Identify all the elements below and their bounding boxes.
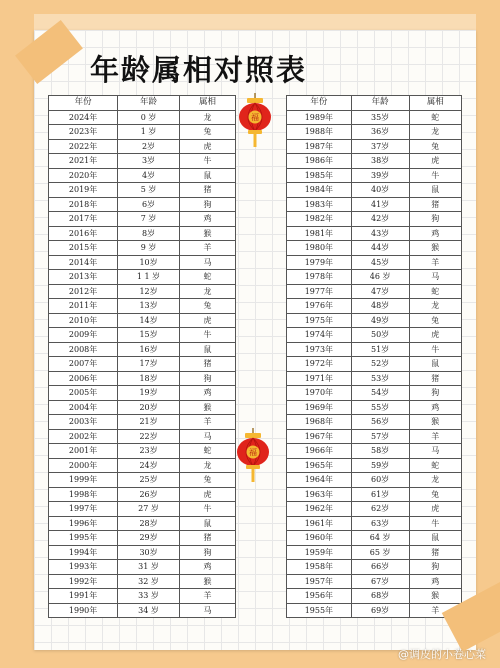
cell-age: 2岁 <box>118 139 180 154</box>
lantern-label: 福 <box>249 448 257 457</box>
corner-tape-top <box>15 20 83 84</box>
cell-year: 1994年 <box>49 545 118 560</box>
cell-age: 68岁 <box>351 589 409 604</box>
cell-age: 34 岁 <box>118 603 180 618</box>
cell-age: 0 岁 <box>118 110 180 125</box>
cell-year: 1981年 <box>287 226 352 241</box>
table-row <box>287 531 462 546</box>
watermark: @调皮的小卷心菜 <box>398 648 486 661</box>
cell-age: 36岁 <box>351 125 409 140</box>
table-row <box>49 299 236 314</box>
cell-year: 1980年 <box>287 241 352 256</box>
table-row <box>49 589 236 604</box>
cell-zodiac: 虎 <box>179 313 235 328</box>
table-row <box>287 168 462 183</box>
table-row <box>49 458 236 473</box>
cell-year: 2003年 <box>49 415 118 430</box>
cell-zodiac: 马 <box>409 444 462 459</box>
table-row <box>49 487 236 502</box>
lantern-icon <box>238 93 272 149</box>
table-row <box>49 183 236 198</box>
zodiac-table-left <box>48 95 236 618</box>
cell-age: 4岁 <box>118 168 180 183</box>
table-row <box>49 386 236 401</box>
cell-age: 57岁 <box>351 429 409 444</box>
table-row <box>287 357 462 372</box>
cell-age: 44岁 <box>351 241 409 256</box>
cell-year: 1958年 <box>287 560 352 575</box>
cell-zodiac: 羊 <box>409 429 462 444</box>
cell-age: 14岁 <box>118 313 180 328</box>
cell-year: 2024年 <box>49 110 118 125</box>
cell-year: 1972年 <box>287 357 352 372</box>
cell-zodiac: 兔 <box>409 139 462 154</box>
cell-age: 67岁 <box>351 574 409 589</box>
cell-zodiac: 鼠 <box>179 516 235 531</box>
lantern-label: 福 <box>251 113 259 122</box>
cell-zodiac: 兔 <box>179 473 235 488</box>
cell-year: 1968年 <box>287 415 352 430</box>
cell-year: 2002年 <box>49 429 118 444</box>
cell-year: 1963年 <box>287 487 352 502</box>
cell-year: 2009年 <box>49 328 118 343</box>
cell-year: 1984年 <box>287 183 352 198</box>
table-row <box>287 313 462 328</box>
cell-zodiac: 猪 <box>179 183 235 198</box>
cell-zodiac: 羊 <box>409 255 462 270</box>
table-row <box>287 415 462 430</box>
table-row <box>287 154 462 169</box>
cell-age: 8岁 <box>118 226 180 241</box>
cell-year: 1975年 <box>287 313 352 328</box>
table-row <box>49 255 236 270</box>
header-age: 年龄 <box>118 96 180 111</box>
cell-zodiac: 马 <box>179 429 235 444</box>
cell-age: 64 岁 <box>351 531 409 546</box>
table-row <box>49 328 236 343</box>
cell-age: 43岁 <box>351 226 409 241</box>
cell-zodiac: 蛇 <box>179 270 235 285</box>
cell-zodiac: 猴 <box>179 226 235 241</box>
zodiac-table-right <box>286 95 462 618</box>
cell-year: 2010年 <box>49 313 118 328</box>
cell-zodiac: 猪 <box>409 545 462 560</box>
table-row <box>287 139 462 154</box>
cell-year: 1966年 <box>287 444 352 459</box>
cell-zodiac: 蛇 <box>179 444 235 459</box>
cell-year: 2011年 <box>49 299 118 314</box>
table-row <box>287 574 462 589</box>
cell-zodiac: 鼠 <box>409 531 462 546</box>
cell-zodiac: 虎 <box>409 328 462 343</box>
cell-zodiac: 兔 <box>179 299 235 314</box>
cell-zodiac: 猴 <box>409 241 462 256</box>
cell-year: 1999年 <box>49 473 118 488</box>
cell-year: 2001年 <box>49 444 118 459</box>
cell-age: 66岁 <box>351 560 409 575</box>
cell-age: 50岁 <box>351 328 409 343</box>
cell-zodiac: 虎 <box>179 487 235 502</box>
table-row <box>49 531 236 546</box>
lantern-icon <box>236 428 270 484</box>
cell-age: 12岁 <box>118 284 180 299</box>
table-row <box>49 241 236 256</box>
cell-zodiac: 猪 <box>179 357 235 372</box>
cell-age: 16岁 <box>118 342 180 357</box>
cell-year: 1997年 <box>49 502 118 517</box>
cell-zodiac: 龙 <box>409 125 462 140</box>
cell-year: 1991年 <box>49 589 118 604</box>
cell-zodiac: 虎 <box>409 502 462 517</box>
cell-zodiac: 羊 <box>179 241 235 256</box>
table-row <box>287 226 462 241</box>
cell-year: 2008年 <box>49 342 118 357</box>
cell-age: 21岁 <box>118 415 180 430</box>
table-row <box>287 197 462 212</box>
table-row <box>49 357 236 372</box>
table-row <box>49 574 236 589</box>
table-row <box>287 299 462 314</box>
cell-zodiac: 鼠 <box>409 357 462 372</box>
cell-year: 1964年 <box>287 473 352 488</box>
cell-age: 33 岁 <box>118 589 180 604</box>
table-row <box>49 212 236 227</box>
cell-zodiac: 狗 <box>179 545 235 560</box>
cell-year: 1961年 <box>287 516 352 531</box>
table-row <box>287 429 462 444</box>
cell-age: 20岁 <box>118 400 180 415</box>
cell-age: 58岁 <box>351 444 409 459</box>
cell-zodiac: 狗 <box>179 371 235 386</box>
cell-age: 23岁 <box>118 444 180 459</box>
table-row <box>49 110 236 125</box>
cell-year: 1995年 <box>49 531 118 546</box>
table-row <box>49 371 236 386</box>
cell-age: 54岁 <box>351 386 409 401</box>
cell-age: 51岁 <box>351 342 409 357</box>
cell-zodiac: 虎 <box>409 154 462 169</box>
header-zodiac: 属相 <box>179 96 235 111</box>
cell-year: 1996年 <box>49 516 118 531</box>
table-row <box>49 284 236 299</box>
cell-zodiac: 狗 <box>179 197 235 212</box>
table-row <box>49 125 236 140</box>
table-row <box>287 400 462 415</box>
cell-age: 32 岁 <box>118 574 180 589</box>
cell-age: 53岁 <box>351 371 409 386</box>
cell-year: 1962年 <box>287 502 352 517</box>
cell-year: 2006年 <box>49 371 118 386</box>
table-row <box>49 226 236 241</box>
cell-year: 1990年 <box>49 603 118 618</box>
table-row <box>287 183 462 198</box>
cell-year: 1998年 <box>49 487 118 502</box>
cell-age: 13岁 <box>118 299 180 314</box>
cell-age: 62岁 <box>351 502 409 517</box>
table-row <box>49 154 236 169</box>
cell-age: 56岁 <box>351 415 409 430</box>
cell-year: 1989年 <box>287 110 352 125</box>
cell-zodiac: 蛇 <box>409 110 462 125</box>
cell-age: 38岁 <box>351 154 409 169</box>
cell-zodiac: 牛 <box>179 328 235 343</box>
cell-age: 28岁 <box>118 516 180 531</box>
cell-age: 15岁 <box>118 328 180 343</box>
cell-year: 1983年 <box>287 197 352 212</box>
cell-year: 1987年 <box>287 139 352 154</box>
cell-age: 6岁 <box>118 197 180 212</box>
table-row <box>287 270 462 285</box>
cell-age: 9 岁 <box>118 241 180 256</box>
header-row <box>49 96 236 111</box>
cell-year: 1979年 <box>287 255 352 270</box>
cell-year: 1978年 <box>287 270 352 285</box>
table-row <box>287 502 462 517</box>
cell-zodiac: 鼠 <box>179 168 235 183</box>
page-title: 年龄属相对照表 <box>90 53 308 87</box>
cell-zodiac: 狗 <box>409 560 462 575</box>
cell-age: 24岁 <box>118 458 180 473</box>
cell-age: 52岁 <box>351 357 409 372</box>
cell-zodiac: 牛 <box>409 342 462 357</box>
cell-zodiac: 兔 <box>179 125 235 140</box>
cell-zodiac: 狗 <box>409 212 462 227</box>
cell-year: 1967年 <box>287 429 352 444</box>
cell-year: 2005年 <box>49 386 118 401</box>
cell-age: 39岁 <box>351 168 409 183</box>
cell-age: 46 岁 <box>351 270 409 285</box>
table-row <box>287 473 462 488</box>
cell-zodiac: 鸡 <box>179 212 235 227</box>
cell-year: 1976年 <box>287 299 352 314</box>
cell-zodiac: 牛 <box>179 154 235 169</box>
cell-age: 40岁 <box>351 183 409 198</box>
cell-zodiac: 鸡 <box>179 560 235 575</box>
table-row <box>287 516 462 531</box>
table-row <box>49 429 236 444</box>
table-row <box>49 516 236 531</box>
table-row <box>287 110 462 125</box>
cell-age: 1 1 岁 <box>118 270 180 285</box>
cell-zodiac: 兔 <box>409 313 462 328</box>
cell-zodiac: 鸡 <box>179 386 235 401</box>
cell-year: 2013年 <box>49 270 118 285</box>
table-row <box>49 139 236 154</box>
table-row <box>287 603 462 618</box>
cell-year: 2017年 <box>49 212 118 227</box>
table-row <box>287 444 462 459</box>
cell-year: 2022年 <box>49 139 118 154</box>
cell-year: 1992年 <box>49 574 118 589</box>
cell-age: 63岁 <box>351 516 409 531</box>
table-row <box>287 241 462 256</box>
table-row <box>49 197 236 212</box>
cell-age: 41岁 <box>351 197 409 212</box>
cell-year: 1986年 <box>287 154 352 169</box>
cell-age: 7 岁 <box>118 212 180 227</box>
cell-age: 19岁 <box>118 386 180 401</box>
cell-zodiac: 龙 <box>409 473 462 488</box>
cell-zodiac: 马 <box>409 270 462 285</box>
cell-zodiac: 羊 <box>179 415 235 430</box>
cell-zodiac: 蛇 <box>409 284 462 299</box>
cell-age: 69岁 <box>351 603 409 618</box>
cell-year: 1960年 <box>287 531 352 546</box>
cell-zodiac: 牛 <box>409 516 462 531</box>
cell-zodiac: 鸡 <box>409 574 462 589</box>
header-row <box>287 96 462 111</box>
cell-zodiac: 羊 <box>179 589 235 604</box>
cell-year: 1957年 <box>287 574 352 589</box>
cell-age: 26岁 <box>118 487 180 502</box>
table-row <box>49 502 236 517</box>
cell-year: 1956年 <box>287 589 352 604</box>
cell-zodiac: 马 <box>179 603 235 618</box>
header-zodiac: 属相 <box>409 96 462 111</box>
cell-year: 1969年 <box>287 400 352 415</box>
table-row <box>49 415 236 430</box>
table-row <box>287 386 462 401</box>
table-row <box>49 545 236 560</box>
cell-year: 2023年 <box>49 125 118 140</box>
table-row <box>287 212 462 227</box>
cell-year: 2018年 <box>49 197 118 212</box>
cell-year: 2000年 <box>49 458 118 473</box>
cell-age: 25岁 <box>118 473 180 488</box>
cell-age: 37岁 <box>351 139 409 154</box>
cell-zodiac: 猴 <box>409 589 462 604</box>
table-row <box>287 487 462 502</box>
table-row <box>287 589 462 604</box>
cell-year: 1988年 <box>287 125 352 140</box>
cell-zodiac: 猴 <box>179 574 235 589</box>
cell-year: 2015年 <box>49 241 118 256</box>
cell-year: 1965年 <box>287 458 352 473</box>
cell-age: 49岁 <box>351 313 409 328</box>
header-year: 年份 <box>287 96 352 111</box>
cell-zodiac: 鼠 <box>409 183 462 198</box>
cell-zodiac: 马 <box>179 255 235 270</box>
table-row <box>287 125 462 140</box>
table-row <box>287 560 462 575</box>
cell-zodiac: 鸡 <box>409 400 462 415</box>
cell-year: 2007年 <box>49 357 118 372</box>
cell-age: 45岁 <box>351 255 409 270</box>
cell-year: 2014年 <box>49 255 118 270</box>
cell-zodiac: 猴 <box>179 400 235 415</box>
cell-year: 1971年 <box>287 371 352 386</box>
table-row <box>287 545 462 560</box>
cell-zodiac: 龙 <box>179 110 235 125</box>
cell-zodiac: 猪 <box>179 531 235 546</box>
cell-year: 2012年 <box>49 284 118 299</box>
cell-year: 2020年 <box>49 168 118 183</box>
cell-zodiac: 鼠 <box>179 342 235 357</box>
cell-year: 1970年 <box>287 386 352 401</box>
table-row <box>49 603 236 618</box>
cell-age: 31 岁 <box>118 560 180 575</box>
cell-age: 17岁 <box>118 357 180 372</box>
cell-age: 59岁 <box>351 458 409 473</box>
cell-year: 1985年 <box>287 168 352 183</box>
table-row <box>49 270 236 285</box>
table-row <box>49 400 236 415</box>
cell-age: 47岁 <box>351 284 409 299</box>
table-row <box>287 371 462 386</box>
cell-year: 1982年 <box>287 212 352 227</box>
table-row <box>287 255 462 270</box>
cell-age: 1 岁 <box>118 125 180 140</box>
cell-zodiac: 龙 <box>409 299 462 314</box>
cell-year: 1959年 <box>287 545 352 560</box>
cell-zodiac: 牛 <box>179 502 235 517</box>
cell-age: 5 岁 <box>118 183 180 198</box>
cell-zodiac: 蛇 <box>409 458 462 473</box>
table-row <box>49 168 236 183</box>
table-row <box>49 560 236 575</box>
cell-year: 2004年 <box>49 400 118 415</box>
table-row <box>49 473 236 488</box>
table-row <box>49 313 236 328</box>
cell-year: 2016年 <box>49 226 118 241</box>
cell-age: 3岁 <box>118 154 180 169</box>
cell-zodiac: 羊 <box>409 603 462 618</box>
cell-zodiac: 猴 <box>409 415 462 430</box>
table-row <box>49 342 236 357</box>
cell-zodiac: 虎 <box>179 139 235 154</box>
cell-year: 1955年 <box>287 603 352 618</box>
header-age: 年龄 <box>351 96 409 111</box>
cell-zodiac: 鸡 <box>409 226 462 241</box>
table-row <box>287 328 462 343</box>
table-row <box>287 284 462 299</box>
cell-zodiac: 龙 <box>179 458 235 473</box>
cell-year: 1974年 <box>287 328 352 343</box>
cell-zodiac: 猪 <box>409 197 462 212</box>
cell-zodiac: 龙 <box>179 284 235 299</box>
cell-age: 30岁 <box>118 545 180 560</box>
cell-age: 18岁 <box>118 371 180 386</box>
table-row <box>287 458 462 473</box>
cell-age: 35岁 <box>351 110 409 125</box>
table-row <box>49 444 236 459</box>
cell-age: 65 岁 <box>351 545 409 560</box>
cell-age: 60岁 <box>351 473 409 488</box>
cell-age: 27 岁 <box>118 502 180 517</box>
cell-zodiac: 猪 <box>409 371 462 386</box>
cell-year: 1993年 <box>49 560 118 575</box>
cell-age: 61岁 <box>351 487 409 502</box>
header-year: 年份 <box>49 96 118 111</box>
cell-year: 2019年 <box>49 183 118 198</box>
cell-age: 29岁 <box>118 531 180 546</box>
cell-age: 55岁 <box>351 400 409 415</box>
cell-zodiac: 兔 <box>409 487 462 502</box>
cell-zodiac: 狗 <box>409 386 462 401</box>
cell-age: 42岁 <box>351 212 409 227</box>
cell-age: 48岁 <box>351 299 409 314</box>
cell-year: 1973年 <box>287 342 352 357</box>
cell-year: 1977年 <box>287 284 352 299</box>
cell-age: 22岁 <box>118 429 180 444</box>
table-row <box>287 342 462 357</box>
cell-zodiac: 牛 <box>409 168 462 183</box>
cell-age: 10岁 <box>118 255 180 270</box>
cell-year: 2021年 <box>49 154 118 169</box>
